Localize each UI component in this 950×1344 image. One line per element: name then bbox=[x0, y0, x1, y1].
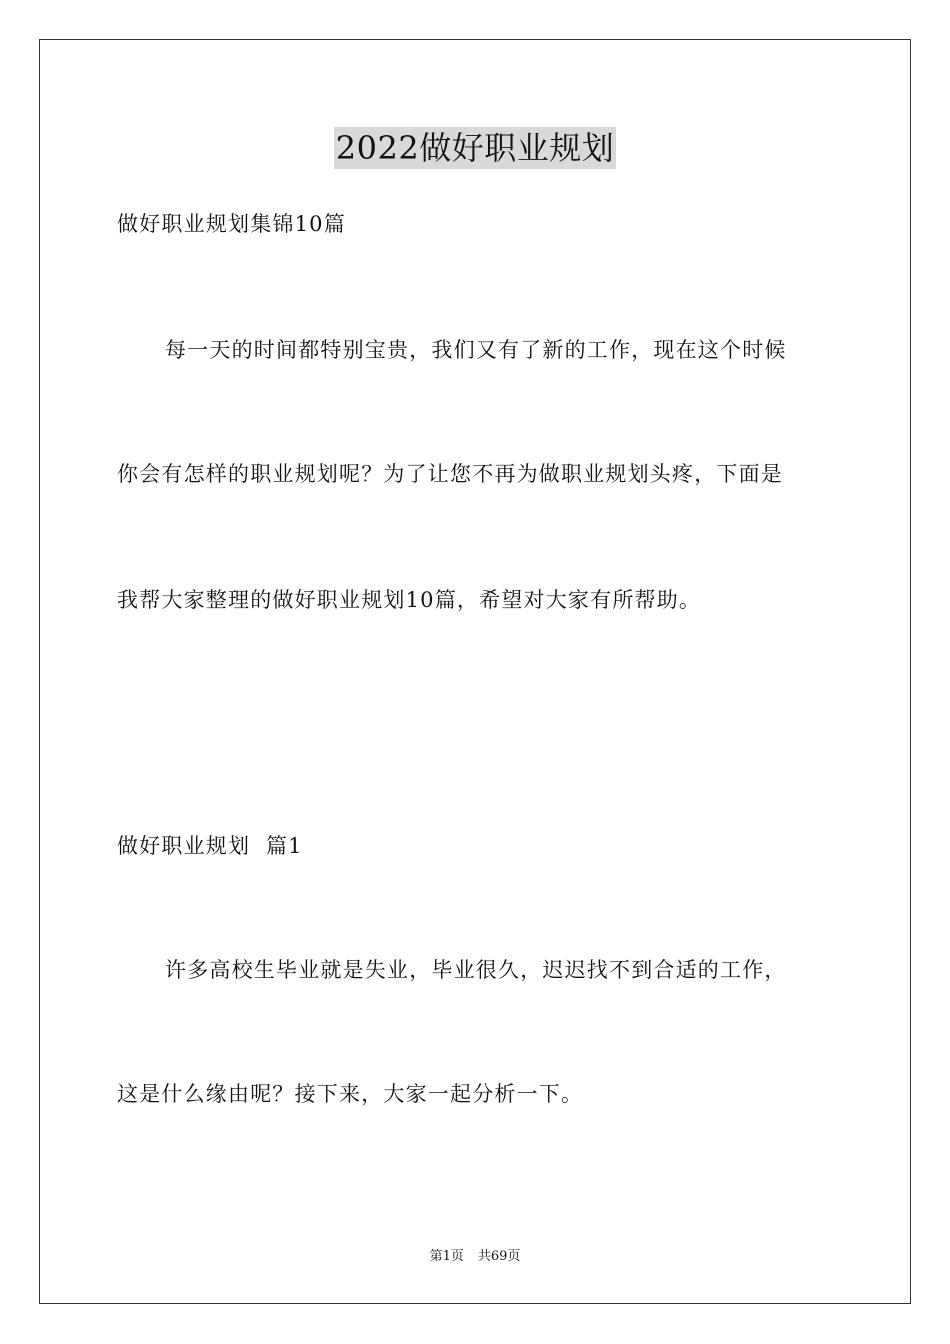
section-line-1: 许多高校生毕业就是失业，毕业很久，迟迟找不到合适的工作， bbox=[165, 958, 787, 982]
section-line-2: 这是什么缘由呢？接下来，大家一起分析一下。 bbox=[117, 1082, 584, 1106]
title-container bbox=[0, 127, 950, 169]
document-title: 2022做好职业规划 bbox=[335, 129, 615, 167]
intro-line-2: 你会有怎样的职业规划呢？为了让您不再为做职业规划头疼，下面是 bbox=[117, 462, 783, 486]
intro-line-3: 我帮大家整理的做好职业规划10篇，希望对大家有所帮助。 bbox=[117, 588, 702, 612]
section-heading: 做好职业规划 篇1 bbox=[117, 834, 303, 858]
page-count: 共69页 bbox=[477, 1249, 521, 1264]
intro-line-1: 每一天的时间都特别宝贵，我们又有了新的工作，现在这个时候 bbox=[165, 338, 787, 362]
page-footer bbox=[0, 1248, 950, 1266]
document-subtitle: 做好职业规划集锦10篇 bbox=[117, 212, 346, 236]
page-number: 第1页 bbox=[429, 1249, 464, 1264]
